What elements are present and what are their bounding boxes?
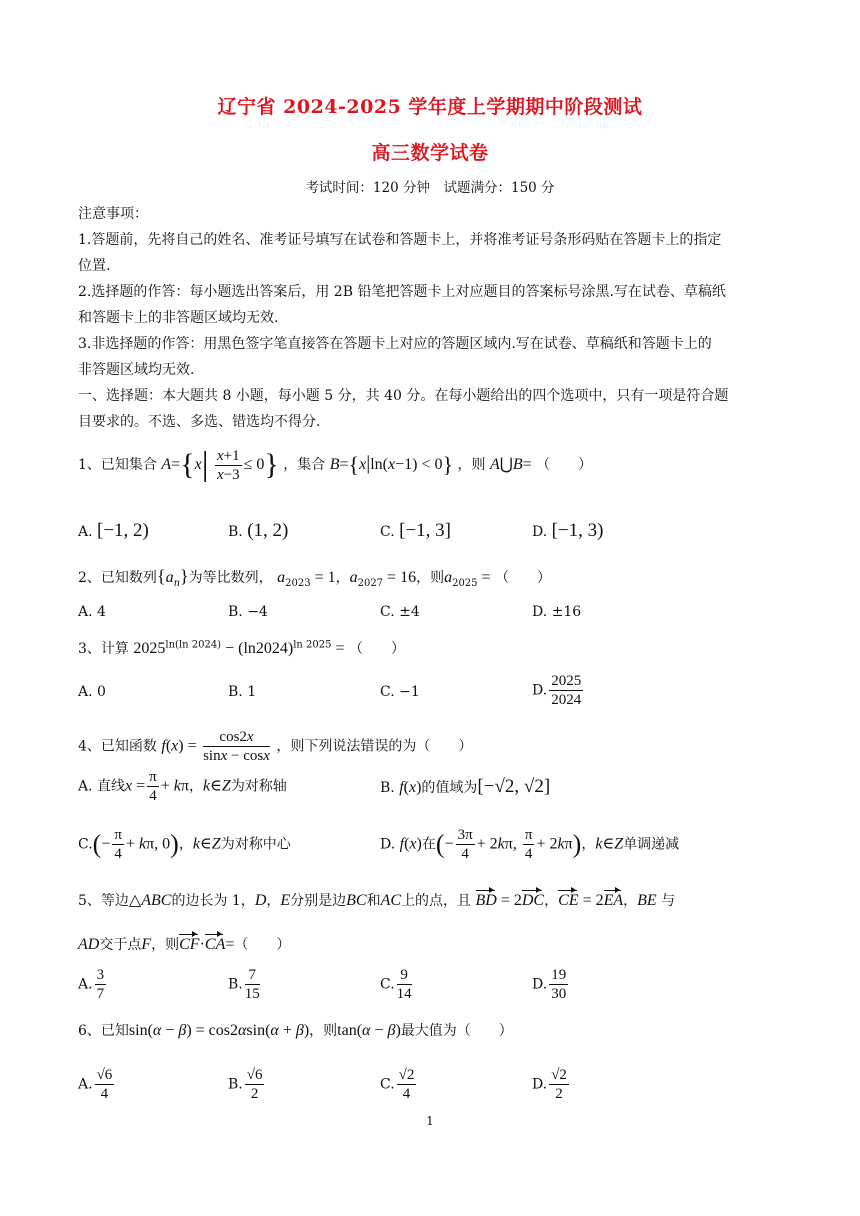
page-number: 1 <box>426 1114 434 1128</box>
q1-option-a: A. [−1, 2) <box>78 520 149 541</box>
q2-option-d: D. ±16 <box>532 604 582 620</box>
question-3: 3、计算 $2025^{ln(ln 2024)} - (\ln 2024)^{ln 2025}$ = （ ） <box>78 639 405 657</box>
question-5-line-a: 5、等边△ABC的边长为 1，D，E分别是边BC和AC上的点，且 BD = 2DC，CE = 2EA，BE 与 <box>78 892 676 909</box>
q1-answer-blank: （ ） <box>536 457 593 473</box>
q1-prefix: 1、已知集合 <box>78 457 157 473</box>
q4-option-b: B. f(x)的值域为[−√2, √2] <box>380 776 551 797</box>
q3-answer-blank: （ ） <box>348 641 405 657</box>
q4-option-d: D. f(x)在(− $\frac{3\pi}{4}$ + 2kπ, $\frac{\pi}{4}$ + 2kπ)，k∈Z单调递减 <box>380 827 680 862</box>
note-3-line-b: 非答题区域均无效. <box>78 362 195 378</box>
q6-option-c: C. $\frac{√2}{4}$ <box>380 1067 415 1102</box>
q4-prefix: 4、已知函数 <box>78 738 157 755</box>
q5-option-b: B. $\frac{7}{15}$ <box>228 967 260 1002</box>
q4-option-c: C.(− $\frac{\pi}{4}$ + kπ, 0)，k∈Z为对称中心 <box>78 827 291 862</box>
note-1-line-b: 位置. <box>78 258 111 274</box>
q2-option-c: C. ±4 <box>380 604 420 620</box>
q5-option-c: C. $\frac{9}{14}$ <box>380 967 412 1002</box>
q2-option-b: B. −4 <box>228 604 268 620</box>
q6-option-a: A. $\frac{√6}{4}$ <box>78 1067 113 1102</box>
question-4: 4、已知函数 f(x) = $\frac{\cos 2x}{\sin x - \cos x}$ ，则下列说法错误的为（ ） <box>78 729 473 764</box>
note-1-line-a: 1.答题前，先将自己的姓名、准考证号填写在试卷和答题卡上，并将准考证号条形码贴在答题卡上的指定 <box>78 232 722 248</box>
q2-option-a: A. 4 <box>78 604 106 620</box>
q2-mid: 为等比数列， <box>188 570 273 586</box>
q1-option-c: C. [−1, 3] <box>380 520 451 541</box>
q2-suffix: ，则 <box>416 570 445 586</box>
question-2: 2、已知数列$\{a_n\}$为等比数列， $a_{2023} = 1$，$a_{2027} = 16$，则$a_{2025}$ = （ ） <box>78 566 552 589</box>
notes-heading: 注意事项： <box>78 206 148 222</box>
q2-answer-blank: （ ） <box>495 570 552 586</box>
q5-option-d: D. $\frac{19}{30}$ <box>532 967 567 1002</box>
q1-mid: ，集合 <box>283 457 326 473</box>
note-3-line-a: 3.非选择题的作答：用黑色签字笔直接答在答题卡上对应的答题区域内.写在试卷、草稿纸和答题卡上的 <box>78 336 712 352</box>
note-2-line-a: 2.选择题的作答：每小题选出答案后，用 2B 铅笔把答题卡上对应题目的答案标号涂黑.写在试卷、草稿纸 <box>78 284 726 300</box>
note-2-line-b: 和答题卡上的非答题区域均无效. <box>78 310 279 326</box>
q1-suffix: ，则 <box>457 457 486 473</box>
question-5-line-b: AD交于点F，则CF·CA=（ ） <box>78 936 291 953</box>
question-1: 1、已知集合 A={x| $\frac{x+1}{x-3}$ ≤ 0} ，集合 B={x|ln(x−1) < 0} ，则 A⋃B= （ ） <box>78 446 593 483</box>
q2-prefix: 2、已知数列 <box>78 570 157 586</box>
question-6: 6、已知sin(α − β) = cos2αsin(α + β)，则tan(α − β)最大值为（ ） <box>78 1022 513 1039</box>
section-1-line-a: 一、选择题：本大题共 8 小题，每小题 5 分，共 40 分。在每小题给出的四个选项中，只有一项是符合题 <box>78 388 729 404</box>
q4-option-a: A. 直线x = $\frac{\pi}{4}$ + kπ，k∈Z为对称轴 <box>78 769 287 804</box>
q5-option-a: A. $\frac{3}{7}$ <box>78 967 105 1002</box>
q6-option-b: B. $\frac{√6}{2}$ <box>228 1067 263 1102</box>
q1-option-d: D. [−1, 3) <box>532 520 604 541</box>
q4-suffix: ，则下列说法错误的为（ ） <box>276 738 473 755</box>
section-1-line-b: 目要求的。不选、多选、错选均不得分. <box>78 414 321 430</box>
q3-option-b: B. 1 <box>228 684 257 700</box>
q1-option-b: B. (1, 2) <box>228 520 289 541</box>
exam-title: 辽宁省 2024-2025 学年度上学期期中阶段测试 <box>217 96 643 118</box>
exam-info: 考试时间：120 分钟 试题满分：150 分 <box>305 180 555 196</box>
q3-option-a: A. 0 <box>78 684 106 700</box>
q3-option-c: C. −1 <box>380 684 420 700</box>
q3-option-d: D. $\frac{2025}{2024}$ <box>532 673 582 708</box>
q3-prefix: 3、计算 <box>78 641 129 657</box>
exam-subtitle: 高三数学试卷 <box>371 142 489 164</box>
q6-option-d: D. $\frac{√2}{2}$ <box>532 1067 567 1102</box>
